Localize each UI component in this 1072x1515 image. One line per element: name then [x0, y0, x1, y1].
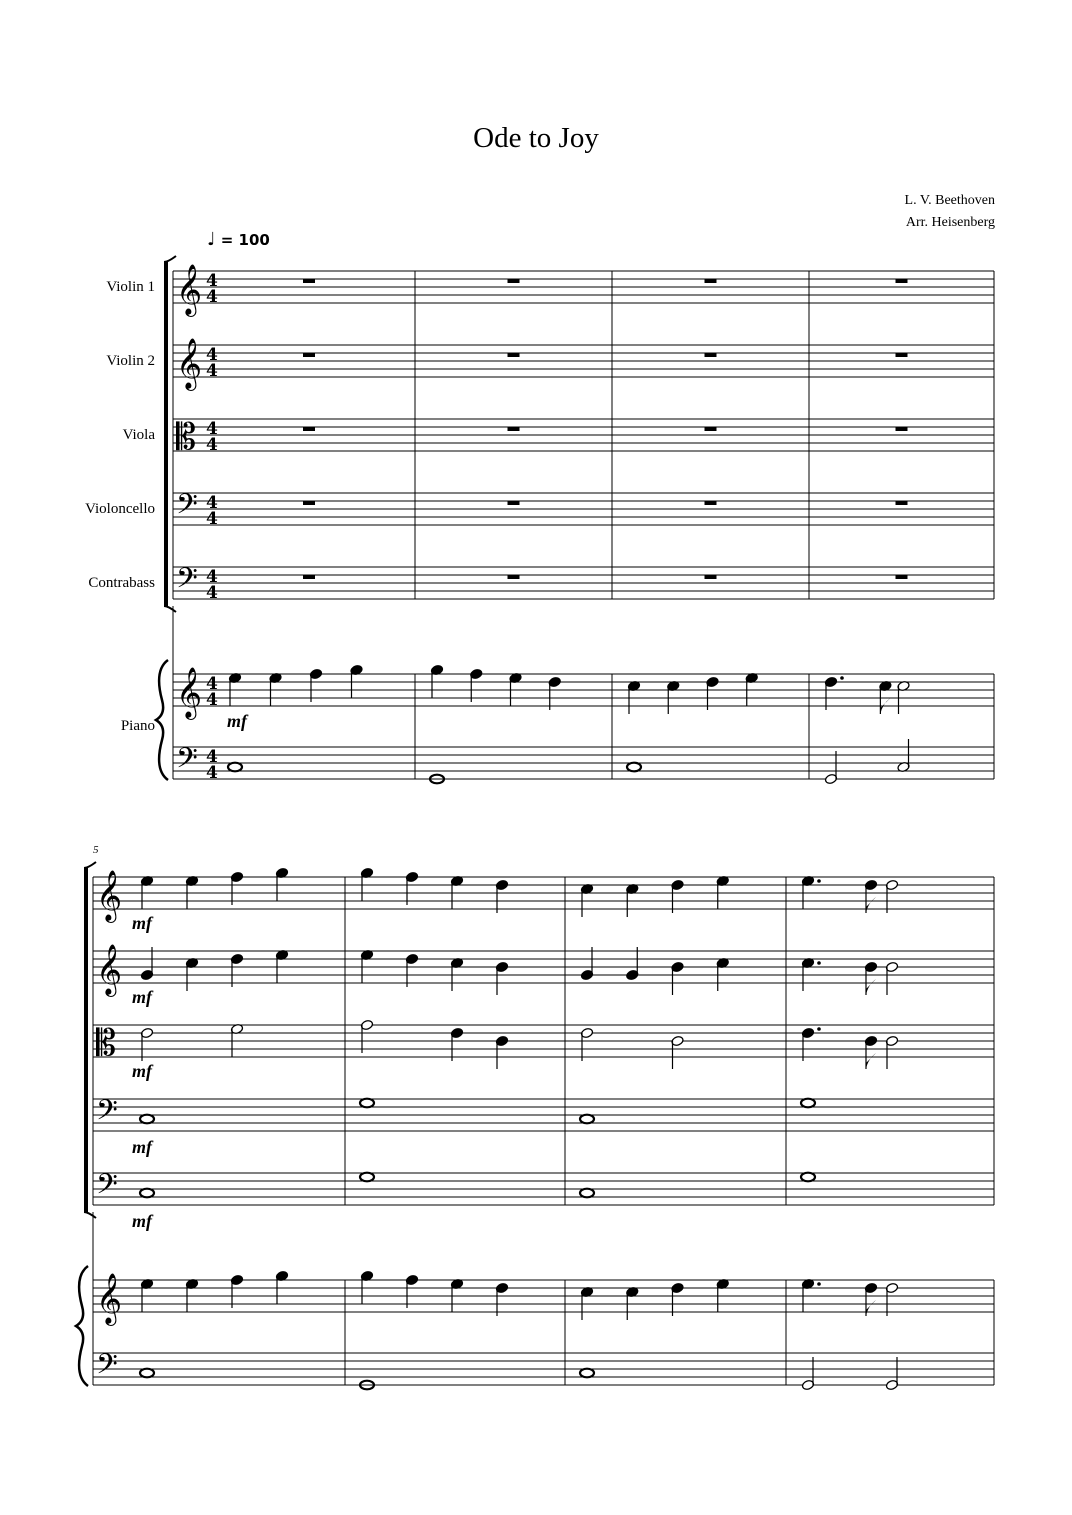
- alto-clef-icon: 𝄡: [176, 417, 197, 458]
- augmentation-dot: [817, 961, 821, 965]
- note-flag: [866, 979, 876, 995]
- treble-clef-icon: 𝄞: [176, 264, 203, 315]
- instrument-label-piano: Piano: [120, 718, 155, 734]
- whole-rest: [508, 279, 520, 283]
- whole-note: [801, 1173, 815, 1182]
- instrument-label-contrabass: Contrabass: [88, 575, 155, 591]
- dynamic-mf: mf: [132, 913, 152, 933]
- instrument-label-violoncello: Violoncello: [85, 501, 155, 517]
- dynamic-mf: mf: [132, 1137, 152, 1157]
- alto-clef-icon: 𝄡: [96, 1023, 117, 1064]
- time-signature-denominator: 4: [206, 690, 218, 710]
- whole-rest: [303, 427, 315, 431]
- bass-clef-icon: 𝄢: [96, 1348, 118, 1388]
- bass-clef-icon: 𝄢: [176, 562, 198, 602]
- whole-rest: [705, 427, 717, 431]
- whole-rest: [705, 575, 717, 579]
- treble-clef-icon: 𝄞: [176, 338, 203, 389]
- measure-number: 5: [93, 844, 99, 856]
- whole-note: [580, 1369, 594, 1378]
- instrument-label-violin-1: Violin 1: [106, 279, 155, 295]
- whole-rest: [303, 279, 315, 283]
- time-signature-denominator: 4: [206, 435, 218, 455]
- augmentation-dot: [817, 1282, 821, 1286]
- time-signature-numerator: 4: [206, 674, 218, 694]
- whole-note: [228, 763, 242, 772]
- instrument-label-violin-2: Violin 2: [106, 353, 155, 369]
- note-flag: [866, 897, 876, 913]
- bass-clef-icon: 𝄢: [176, 488, 198, 528]
- whole-rest: [303, 501, 315, 505]
- whole-note: [627, 763, 641, 772]
- whole-rest: [705, 501, 717, 505]
- treble-clef-icon: 𝄞: [96, 1273, 123, 1324]
- time-signature-denominator: 4: [206, 509, 218, 529]
- whole-rest: [303, 353, 315, 357]
- dynamic-mf: mf: [227, 711, 247, 731]
- augmentation-dot: [840, 676, 844, 680]
- augmentation-dot: [817, 879, 821, 883]
- time-signature-numerator: 4: [206, 747, 218, 767]
- whole-rest: [705, 353, 717, 357]
- bass-clef-icon: 𝄢: [96, 1168, 118, 1208]
- time-signature-denominator: 4: [206, 287, 218, 307]
- time-signature-denominator: 4: [206, 583, 218, 603]
- time-signature-numerator: 4: [206, 419, 218, 439]
- composer-credit: L. V. Beethoven: [904, 193, 995, 208]
- bass-clef-icon: 𝄢: [96, 1094, 118, 1134]
- quarter-note-icon: ♩: [207, 229, 216, 250]
- note-flag: [866, 1053, 876, 1069]
- whole-rest: [508, 575, 520, 579]
- whole-rest: [508, 353, 520, 357]
- whole-note: [801, 1099, 815, 1108]
- whole-rest: [896, 575, 908, 579]
- whole-note: [140, 1115, 154, 1124]
- instrument-label-viola: Viola: [122, 427, 155, 443]
- whole-rest: [896, 279, 908, 283]
- augmentation-dot: [817, 1027, 821, 1031]
- whole-rest: [508, 501, 520, 505]
- dynamic-mf: mf: [132, 987, 152, 1007]
- time-signature-denominator: 4: [206, 763, 218, 783]
- dynamic-mf: mf: [132, 1061, 152, 1081]
- dynamic-mf: mf: [132, 1211, 152, 1231]
- whole-rest: [508, 427, 520, 431]
- whole-note: [140, 1189, 154, 1198]
- treble-clef-icon: 𝄞: [176, 667, 203, 718]
- whole-note: [580, 1189, 594, 1198]
- whole-rest: [896, 501, 908, 505]
- whole-rest: [705, 279, 717, 283]
- note-flag: [866, 1300, 876, 1316]
- whole-rest: [303, 575, 315, 579]
- time-signature-denominator: 4: [206, 361, 218, 381]
- arranger-credit: Arr. Heisenberg: [905, 215, 995, 230]
- whole-note: [360, 1173, 374, 1182]
- time-signature-numerator: 4: [206, 271, 218, 291]
- time-signature-numerator: 4: [206, 567, 218, 587]
- piano-brace: [156, 660, 168, 780]
- whole-note: [580, 1115, 594, 1124]
- piano-brace: [76, 1266, 88, 1386]
- time-signature-numerator: 4: [206, 493, 218, 513]
- whole-rest: [896, 353, 908, 357]
- whole-note: [140, 1369, 154, 1378]
- time-signature-numerator: 4: [206, 345, 218, 365]
- whole-rest: [896, 427, 908, 431]
- score-title: Ode to Joy: [473, 122, 599, 154]
- treble-clef-icon: 𝄞: [96, 944, 123, 995]
- whole-note: [360, 1099, 374, 1108]
- tempo-value: = 100: [220, 231, 270, 249]
- treble-clef-icon: 𝄞: [96, 870, 123, 921]
- bass-clef-icon: 𝄢: [176, 742, 198, 782]
